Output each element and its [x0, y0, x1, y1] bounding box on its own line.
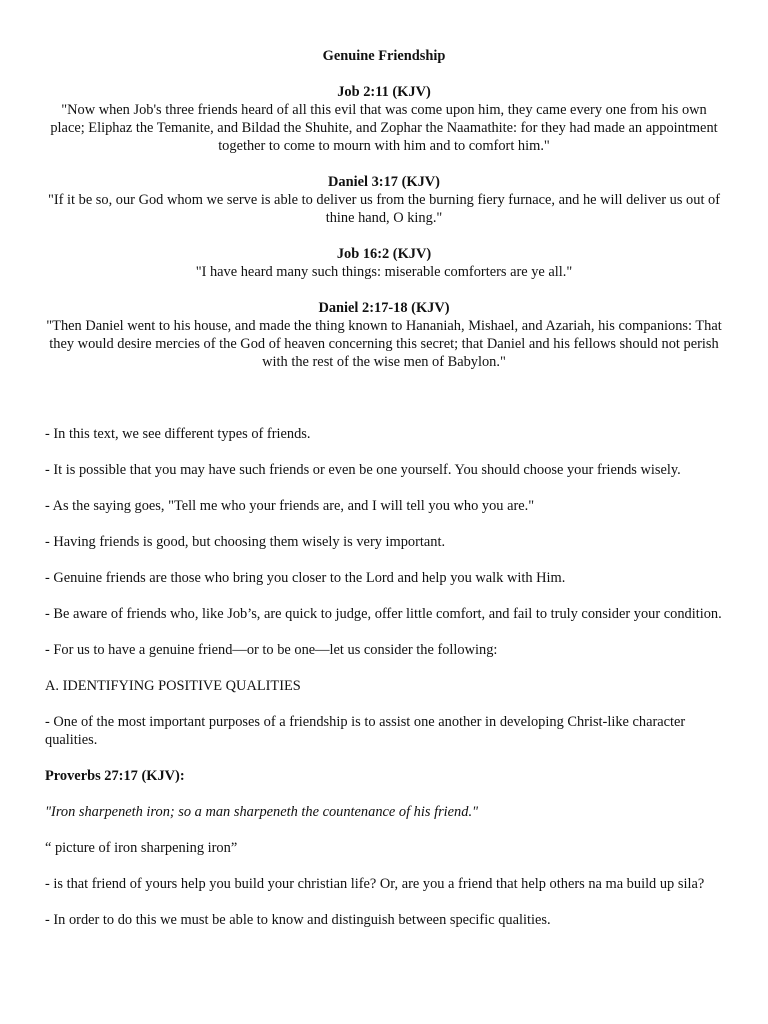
question-paragraph: - is that friend of yours help you build your christian life? Or, are you a friend that help others na ma build up sila? — [45, 876, 705, 892]
spacer — [45, 389, 723, 425]
point-paragraph: - It is possible that you may have such friends or even be one yourself. You should choose your friends wisely. — [45, 462, 681, 478]
verse-job-2-11 — [45, 83, 723, 155]
point-paragraph: - Be aware of friends who, like Job’s, are quick to judge, offer little comfort, and fail to truly consider your condition. — [45, 606, 722, 622]
verse-text: "I have heard many such things: miserable comforters are ye all." — [195, 264, 573, 280]
section-a-heading: A. IDENTIFYING POSITIVE QUALITIES — [45, 678, 301, 694]
document-title: Genuine Friendship — [322, 48, 446, 64]
closing-paragraph: - In order to do this we must be able to know and distinguish between specific qualities. — [45, 912, 551, 928]
section-a-intro: - One of the most important purposes of a friendship is to assist one another in developing Christ-like character qualities. — [45, 714, 686, 748]
verse-reference: Daniel 3:17 (KJV) — [328, 174, 440, 190]
point-paragraph: - As the saying goes, "Tell me who your friends are, and I will tell you who you are." — [45, 498, 535, 514]
verse-reference: Job 16:2 (KJV) — [336, 246, 432, 262]
verse-text: "If it be so, our God whom we serve is able to deliver us from the burning fiery furnace, and he will deliver us out of thine hand, O king." — [47, 192, 721, 226]
verse-text: "Then Daniel went to his house, and made the thing known to Hananiah, Mishael, and Azariah, his companions: That they would desire mercies of the God of heaven concerning this secret; that Daniel and his fellows should not perish with the rest of the wise men of Babylon." — [46, 318, 722, 370]
proverbs-verse-text: "Iron sharpeneth iron; so a man sharpeneth the countenance of his friend." — [45, 804, 479, 820]
document-page — [45, 47, 723, 947]
verse-daniel-3-17 — [45, 173, 723, 227]
point-paragraph: - Having friends is good, but choosing them wisely is very important. — [45, 534, 446, 550]
verse-job-16-2 — [45, 245, 723, 281]
picture-note: “ picture of iron sharpening iron” — [45, 840, 238, 856]
verse-reference: Daniel 2:17-18 (KJV) — [318, 300, 450, 316]
point-paragraph: - For us to have a genuine friend—or to be one—let us consider the following: — [45, 642, 498, 658]
proverbs-reference: Proverbs 27:17 (KJV): — [45, 768, 185, 784]
verse-text: "Now when Job's three friends heard of all this evil that was come upon him, they came every one from his own place; Eliphaz the Temanite, and Bildad the Shuhite, and Zophar the Naamathite: for they had made an appointment together to come to mourn with him and to comfort him." — [50, 102, 718, 154]
verse-reference: Job 2:11 (KJV) — [337, 84, 431, 100]
point-paragraph: - Genuine friends are those who bring you closer to the Lord and help you walk with Him. — [45, 570, 566, 586]
point-paragraph: - In this text, we see different types of friends. — [45, 426, 311, 442]
verse-daniel-2-17-18 — [45, 299, 723, 371]
